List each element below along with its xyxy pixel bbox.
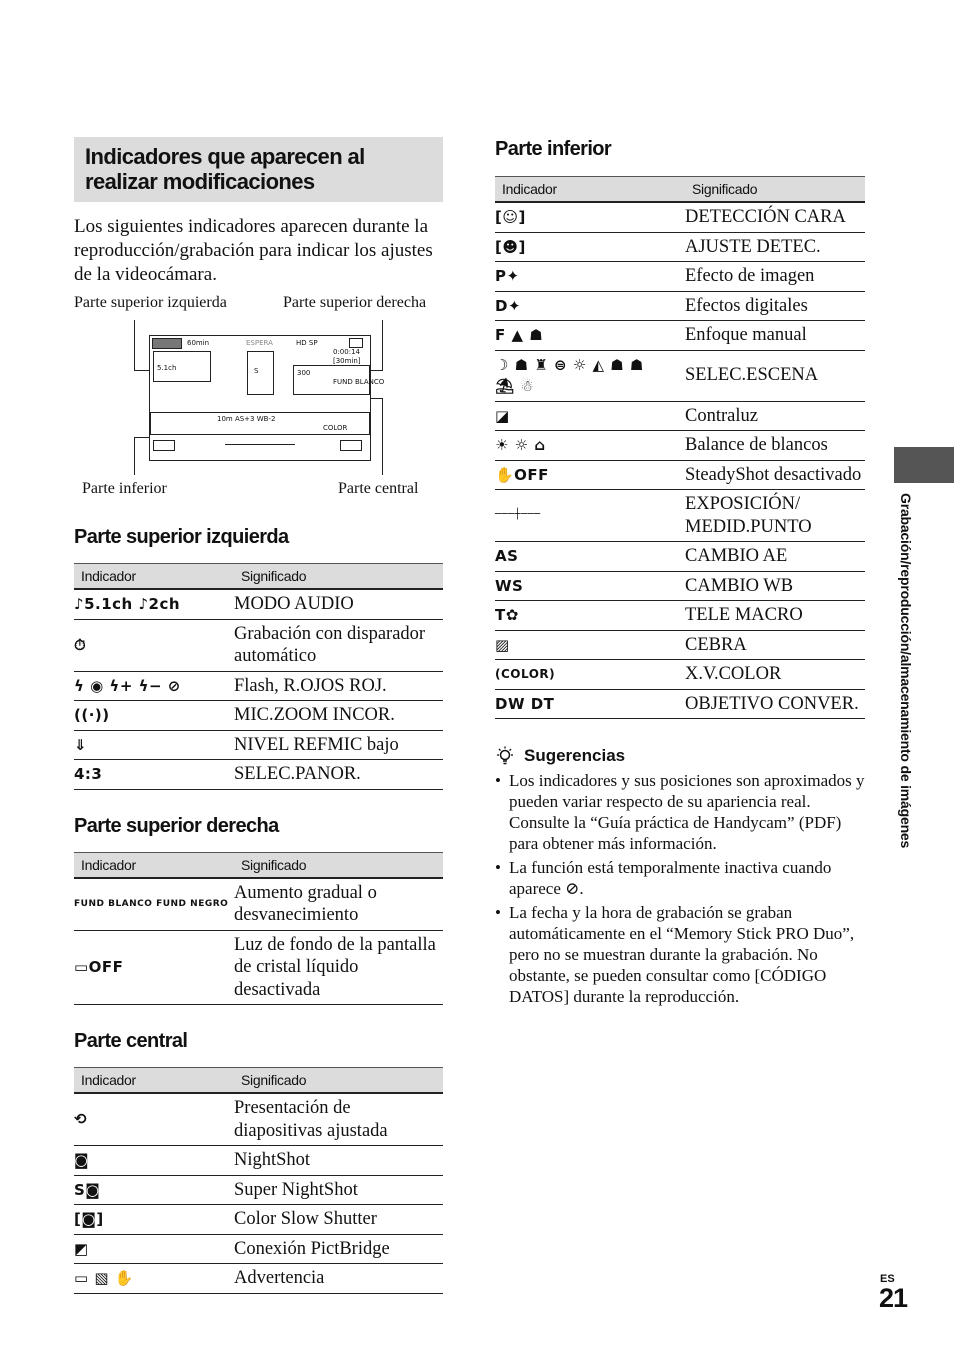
indicator-icon: [☻] (495, 232, 685, 262)
tips-title: Sugerencias (524, 746, 626, 765)
table-row (495, 431, 865, 461)
indicator-icon: ((·)) (74, 701, 234, 731)
indicator-icon: WS (495, 571, 685, 601)
meaning-text: MODO AUDIO (234, 589, 443, 619)
table-row (495, 490, 865, 542)
table-row (495, 232, 865, 262)
table-row (495, 660, 865, 690)
fader-text: FUND BLANCO (333, 378, 385, 386)
meaning-text: Efectos digitales (685, 291, 865, 321)
table-row (74, 1175, 443, 1205)
audio-mode-text: 5.1ch (157, 364, 177, 372)
indicator-icon: ▭ ▧ ✋ (74, 1264, 234, 1294)
indicator-icon: S◙ (74, 1175, 234, 1205)
meaning-text: Luz de fondo de la pantalla de cristal líquido desactivada (234, 930, 443, 1005)
left-column (74, 137, 443, 1294)
indicator-icon: DW DT (495, 689, 685, 719)
indicator-icon: ☀ ☼ ⌂ (495, 431, 685, 461)
leader-line (134, 437, 150, 438)
table-row (495, 601, 865, 631)
label-top-left: Parte superior izquierda (74, 294, 227, 311)
top-right-group (293, 365, 385, 395)
meaning-text: DETECCIÓN CARA (685, 202, 865, 232)
leader-line (134, 437, 135, 475)
indicator-icon: (COLOR) (495, 660, 685, 690)
meaning-text: NightShot (234, 1146, 443, 1176)
meaning-text: AJUSTE DETEC. (685, 232, 865, 262)
indicator-icon: ◩ (74, 1234, 234, 1264)
col-meaning: Significado (234, 564, 443, 590)
meaning-text: Flash, R.OJOS ROJ. (234, 671, 443, 701)
indicator-table (74, 563, 443, 790)
table-row (495, 262, 865, 292)
table-row (495, 202, 865, 232)
bottom-icons-text: 10m AS+3 WB-2 (217, 415, 276, 423)
table-row (74, 1093, 443, 1146)
center-group (247, 351, 274, 395)
list-item: • Los indicadores y sus posiciones son aproximados y pueden variar respecto de su apariencia real. Consulte la “Guía práctica de Handycam” (PDF) para obtener más información. (495, 770, 865, 854)
table-row (74, 1264, 443, 1294)
leader-line (134, 320, 135, 370)
indicator-icon: ☽ ☗ ♜ ⊜ ☼ ◭ ☗ ☗ ⛱ ☃ (495, 350, 685, 401)
table-row (495, 689, 865, 719)
col-indicator: Indicador (74, 564, 234, 590)
table-row (74, 589, 443, 619)
indicator-table (74, 1067, 443, 1294)
meaning-text: CAMBIO WB (685, 571, 865, 601)
table-row (74, 701, 443, 731)
meaning-text: MIC.ZOOM INCOR. (234, 701, 443, 731)
table-row (495, 350, 865, 401)
indicator-icon: AS (495, 542, 685, 572)
table-row (74, 730, 443, 760)
remaining-time: [30min] (333, 357, 361, 365)
table-row (74, 1234, 443, 1264)
section-heading: Parte central (74, 1030, 188, 1052)
exposure-slider (225, 444, 295, 445)
status-text: ESPERA (246, 339, 273, 347)
table-row (74, 619, 443, 671)
table-row (495, 291, 865, 321)
section-heading: Parte superior izquierda (74, 526, 289, 548)
label-bottom-right: Parte central (338, 480, 419, 497)
col-meaning: Significado (234, 1068, 443, 1094)
leader-line (382, 398, 383, 475)
table-row (495, 630, 865, 660)
table-row (74, 1205, 443, 1235)
table-row (495, 401, 865, 431)
indicator-icon: ⟲ (74, 1093, 234, 1146)
leader-line (369, 370, 383, 371)
col-indicator: Indicador (495, 177, 685, 203)
section-heading: Parte superior derecha (74, 814, 279, 837)
page-number: 21 (879, 1283, 908, 1313)
play-button-icon (153, 440, 175, 451)
indicator-icon: ───┼─── (495, 490, 685, 542)
table-row (495, 571, 865, 601)
meaning-text: OBJETIVO CONVER. (685, 689, 865, 719)
screen-diagram (74, 290, 443, 505)
meaning-text: SELEC.ESCENA (685, 350, 865, 401)
menu-button-icon (340, 440, 362, 451)
meaning-text: Enfoque manual (685, 321, 865, 351)
col-meaning: Significado (234, 852, 443, 878)
lightbulb-icon (495, 746, 515, 766)
indicator-icon: [◙] (74, 1205, 234, 1235)
table-row (495, 460, 865, 490)
section-heading: Parte inferior (495, 138, 612, 160)
tips-list (495, 770, 865, 1007)
bottom-group (150, 412, 370, 435)
battery-indicator: 60min (187, 339, 210, 347)
indicator-icon: T✿ (495, 601, 685, 631)
leader-line (134, 370, 150, 371)
indicator-icon: ⏱ (74, 619, 234, 671)
label-top-right: Parte superior derecha (283, 294, 427, 311)
table-row (74, 1146, 443, 1176)
meaning-text: SELEC.PANOR. (234, 760, 443, 790)
meaning-text: CEBRA (685, 630, 865, 660)
col-meaning: Significado (685, 177, 865, 203)
meaning-text: X.V.COLOR (685, 660, 865, 690)
super-nightshot-text: S (254, 367, 259, 375)
list-item: • La función está temporalmente inactiva cuando aparece ⊘. (495, 857, 865, 899)
quality-indicator: HD SP (296, 339, 318, 347)
memory-card-icon (349, 338, 363, 348)
indicator-icon: ✋OFF (495, 460, 685, 490)
meaning-text: NIVEL REFMIC bajo (234, 730, 443, 760)
indicator-icon: FUND BLANCO FUND NEGRO (74, 878, 234, 931)
indicator-icon: P✦ (495, 262, 685, 292)
meaning-text: Presentación de diapositivas ajustada (234, 1093, 443, 1146)
table-row (495, 542, 865, 572)
intro-paragraph: Los siguientes indicadores aparecen durante la reproducción/grabación para indicar los ajustes de la videocámara. (74, 216, 433, 285)
color-text: COLOR (323, 424, 348, 432)
lcd-screen (149, 335, 385, 461)
meaning-text: Efecto de imagen (685, 262, 865, 292)
timecode: 0:00:14 (333, 348, 360, 356)
language-code: ES (880, 1273, 895, 1285)
label-bottom-left: Parte inferior (82, 480, 167, 497)
meaning-text: Advertencia (234, 1264, 443, 1294)
photo-count: 300 (297, 369, 311, 377)
table-row (74, 760, 443, 790)
indicator-table (495, 176, 865, 719)
col-indicator: Indicador (74, 852, 234, 878)
meaning-text: Grabación con disparador automático (234, 619, 443, 671)
meaning-text: Color Slow Shutter (234, 1205, 443, 1235)
indicator-icon: ϟ ◉ ϟ+ ϟ− ⊘ (74, 671, 234, 701)
meaning-text: Super NightShot (234, 1175, 443, 1205)
table-row (74, 878, 443, 931)
indicator-icon: ⇓ (74, 730, 234, 760)
tips-heading (495, 746, 865, 766)
table-row (495, 321, 865, 351)
meaning-text: Conexión PictBridge (234, 1234, 443, 1264)
meaning-text: CAMBIO AE (685, 542, 865, 572)
indicator-table (74, 852, 443, 1006)
col-indicator: Indicador (74, 1068, 234, 1094)
meaning-text: Balance de blancos (685, 431, 865, 461)
leader-line (382, 320, 383, 370)
indicator-icon: ♪5.1ch ♪2ch (74, 589, 234, 619)
house-icon (152, 338, 182, 349)
meaning-text: SteadyShot desactivado (685, 460, 865, 490)
side-section-label: Grabación/reproducción/almacenamiento de imágenes (898, 493, 914, 849)
indicator-icon: ◙ (74, 1146, 234, 1176)
meaning-text: Aumento gradual o desvanecimiento (234, 878, 443, 931)
indicator-icon: ▭OFF (74, 930, 234, 1005)
indicator-icon: ▨ (495, 630, 685, 660)
indicator-icon: 4:3 (74, 760, 234, 790)
meaning-text: TELE MACRO (685, 601, 865, 631)
indicator-icon: [☺] (495, 202, 685, 232)
list-item: • La fecha y la hora de grabación se graban automáticamente en el “Memory Stick PRO Duo”, pero no se muestran durante la grabación. No obstante, se pueden consultar como [CÓDIGO DATOS] durante la reproducción. (495, 902, 865, 1007)
meaning-text: EXPOSICIÓN/ MEDID.PUNTO (685, 490, 865, 542)
section-tab (894, 447, 954, 483)
table-row (74, 671, 443, 701)
indicator-icon: ◪ (495, 401, 685, 431)
indicator-icon: F ▲ ☗ (495, 321, 685, 351)
right-column (495, 137, 865, 1010)
top-left-group (153, 351, 211, 382)
table-row (74, 930, 443, 1005)
page-title: Indicadores que aparecen al realizar modificaciones (74, 137, 443, 202)
indicator-icon: D✦ (495, 291, 685, 321)
meaning-text: Contraluz (685, 401, 865, 431)
